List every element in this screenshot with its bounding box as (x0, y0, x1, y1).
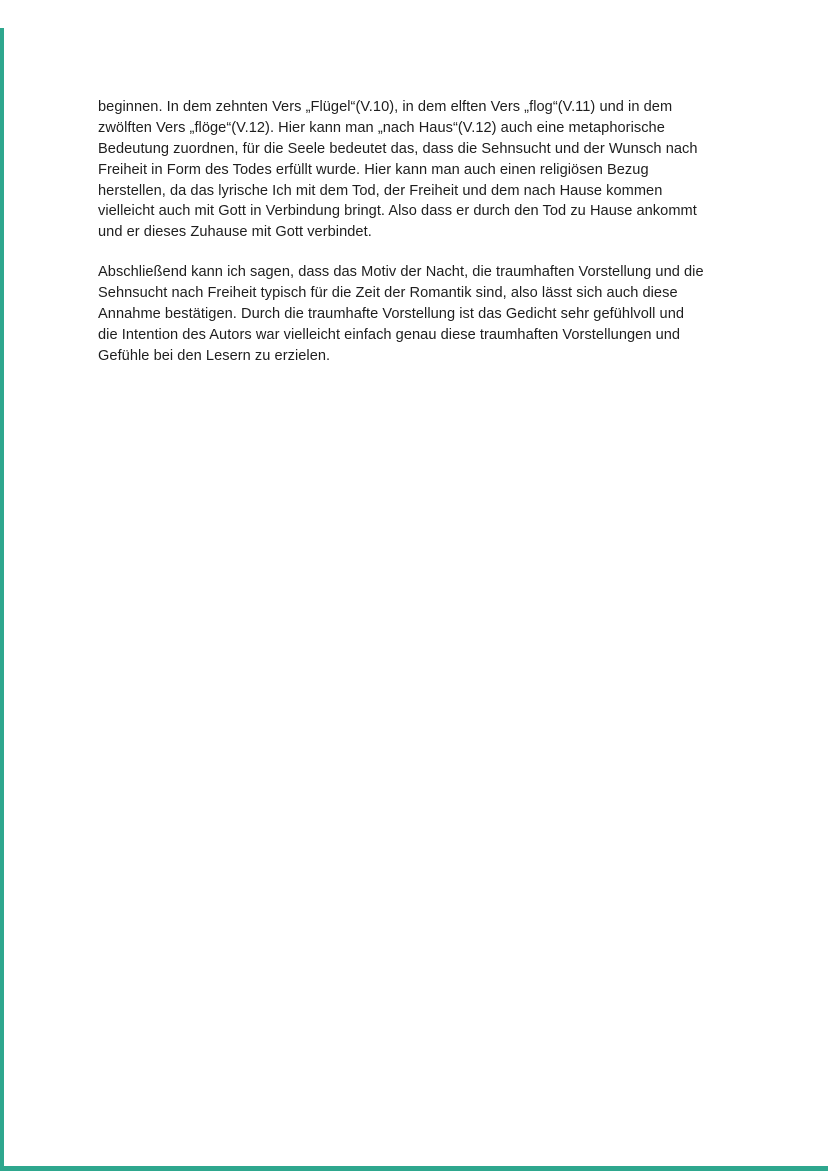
text-line: Bedeutung zuordnen, für die Seele bedeutet das, dass die Sehnsucht und der Wunsch nach (98, 140, 698, 157)
text-line: Freiheit in Form des Todes erfüllt wurde. Hier kann man auch einen religiösen Bezug (98, 161, 649, 178)
text-line: vielleicht auch mit Gott in Verbindung bringt. Also dass er durch den Tod zu Hause ankommt (98, 203, 697, 220)
document-text-block (98, 97, 758, 367)
text-line: Sehnsucht nach Freiheit typisch für die Zeit der Romantik sind, also lässt sich auch diese (98, 285, 678, 302)
paragraph (98, 262, 758, 366)
page-edge-accent-left (0, 28, 4, 1171)
text-line: und er dieses Zuhause mit Gott verbindet. (98, 224, 372, 241)
text-line: beginnen. In dem zehnten Vers „Flügel“(V.10), in dem elften Vers „flog“(V.11) und in dem (98, 99, 673, 115)
text-line: die Intention des Autors war vielleicht einfach genau diese traumhaften Vorstellungen und (98, 326, 681, 343)
text-line: Abschließend kann ich sagen, dass das Motiv der Nacht, die traumhaften Vorstellung und die (98, 264, 704, 281)
text-line: herstellen, da das lyrische Ich mit dem Tod, der Freiheit und dem nach Hause kommen (98, 182, 663, 199)
page-edge-accent-bottom (0, 1166, 828, 1171)
paragraph (98, 97, 758, 243)
text-line: zwölften Vers „flöge“(V.12). Hier kann man „nach Haus“(V.12) auch eine metaphorische (98, 119, 665, 136)
text-line: Gefühle bei den Lesern zu erzielen. (98, 347, 331, 364)
text-line: Annahme bestätigen. Durch die traumhafte Vorstellung ist das Gedicht sehr gefühlvoll und (98, 306, 685, 323)
